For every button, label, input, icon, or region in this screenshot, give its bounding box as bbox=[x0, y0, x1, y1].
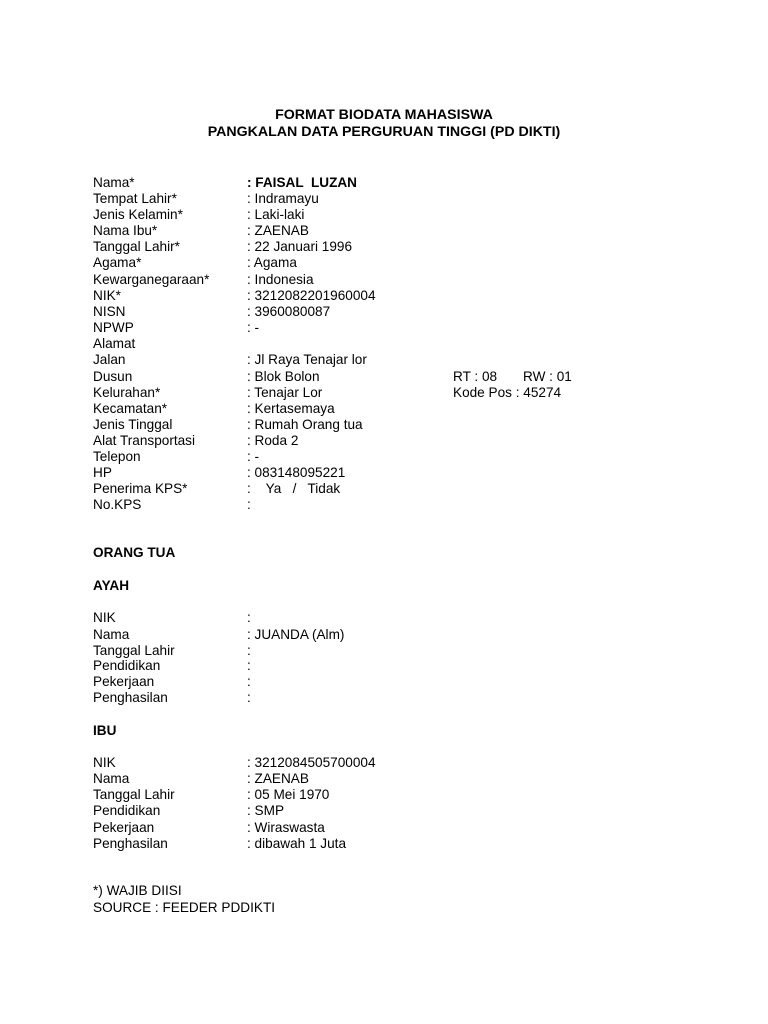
ibu-field-pekerjaan bbox=[93, 820, 325, 836]
field-jenis-tinggal bbox=[93, 417, 363, 433]
note-source: SOURCE : FEEDER PDDIKTI bbox=[93, 900, 276, 915]
field-value: : 3960080087 bbox=[247, 304, 331, 319]
field-value: : JUANDA (Alm) bbox=[247, 627, 345, 642]
field-label: Kelurahan* bbox=[93, 385, 161, 400]
field-value: : Blok Bolon bbox=[247, 369, 320, 384]
field-label: Tanggal Lahir bbox=[93, 787, 175, 802]
field-value: : FAISAL LUZAN bbox=[247, 175, 358, 190]
field-value: : bbox=[247, 610, 251, 625]
field-kewarganegaraan bbox=[93, 272, 314, 288]
note-wajib-diisi: *) WAJIB DIISI bbox=[93, 883, 182, 898]
field-value: : ZAENAB bbox=[247, 771, 309, 786]
field-kecamatan bbox=[93, 401, 335, 417]
ibu-field-pendidikan bbox=[93, 803, 285, 819]
section-heading-ayah: AYAH bbox=[93, 578, 130, 593]
field-value: : bbox=[247, 497, 251, 512]
field-label: Telepon bbox=[93, 449, 141, 464]
document-subtitle: PANGKALAN DATA PERGURUAN TINGGI (PD DIKTI) bbox=[207, 124, 561, 140]
field-label: Tanggal Lahir bbox=[93, 643, 175, 658]
ibu-field-penghasilan bbox=[93, 836, 346, 852]
field-kode-pos: Kode Pos : 45274 bbox=[453, 385, 562, 400]
field-nisn bbox=[93, 304, 331, 320]
section-heading-ibu: IBU bbox=[93, 723, 117, 738]
field-label: Jenis Tinggal bbox=[93, 417, 173, 432]
field-telepon bbox=[93, 449, 260, 465]
field-label: Tanggal Lahir* bbox=[93, 239, 180, 254]
field-label: NIK bbox=[93, 610, 116, 625]
field-value: : bbox=[247, 690, 251, 705]
field-value: : bbox=[247, 658, 251, 673]
ayah-field-nama bbox=[93, 627, 345, 643]
field-label: Penghasilan bbox=[93, 836, 168, 851]
field-alat-transportasi bbox=[93, 433, 299, 449]
field-label: Nama bbox=[93, 627, 130, 642]
field-value: : Jl Raya Tenajar lor bbox=[247, 352, 367, 367]
field-label: NIK* bbox=[93, 288, 121, 303]
field-jenis-kelamin bbox=[93, 207, 305, 223]
field-value: : Laki-laki bbox=[247, 207, 305, 222]
field-hp bbox=[93, 465, 346, 481]
field-label: Agama* bbox=[93, 255, 142, 270]
field-nama-ibu bbox=[93, 223, 309, 239]
ibu-field-nama bbox=[93, 771, 309, 787]
field-tanggal-lahir bbox=[93, 239, 353, 255]
ayah-field-pendidikan bbox=[93, 658, 251, 674]
field-label: Penghasilan bbox=[93, 690, 168, 705]
field-label: Alat Transportasi bbox=[93, 433, 195, 448]
field-value: : 22 Januari 1996 bbox=[247, 239, 353, 254]
field-label: Tempat Lahir* bbox=[93, 191, 177, 206]
field-agama bbox=[93, 255, 297, 271]
field-value: : Roda 2 bbox=[247, 433, 299, 448]
field-value: : Indonesia bbox=[247, 272, 314, 287]
ayah-field-pekerjaan bbox=[93, 674, 251, 690]
field-nama bbox=[93, 175, 358, 191]
ibu-field-tanggal-lahir bbox=[93, 787, 330, 803]
ayah-field-penghasilan bbox=[93, 690, 251, 706]
field-label: NISN bbox=[93, 304, 126, 319]
field-value: : Indramayu bbox=[247, 191, 319, 206]
field-label: NPWP bbox=[93, 320, 134, 335]
field-tempat-lahir bbox=[93, 191, 319, 207]
field-dusun bbox=[93, 369, 572, 385]
field-value: : 05 Mei 1970 bbox=[247, 787, 330, 802]
field-value: : Ya / Tidak bbox=[247, 481, 341, 496]
field-label: Pekerjaan bbox=[93, 674, 155, 689]
field-label: Pendidikan bbox=[93, 658, 161, 673]
field-label: Kecamatan* bbox=[93, 401, 168, 416]
field-label: Pekerjaan bbox=[93, 820, 155, 835]
field-rt: RT : 08 bbox=[453, 369, 498, 384]
field-label: Jenis Kelamin* bbox=[93, 207, 183, 222]
field-label: Nama* bbox=[93, 175, 135, 190]
field-label: Kewarganegaraan* bbox=[93, 272, 210, 287]
field-npwp bbox=[93, 320, 260, 336]
field-value: : dibawah 1 Juta bbox=[247, 836, 346, 851]
field-value: : - bbox=[247, 449, 260, 464]
field-label: Jalan bbox=[93, 352, 126, 367]
field-label: Pendidikan bbox=[93, 803, 161, 818]
field-penerima-kps bbox=[93, 481, 341, 497]
field-value: : Wiraswasta bbox=[247, 820, 325, 835]
ayah-field-tanggal-lahir bbox=[93, 643, 251, 659]
field-label: No.KPS bbox=[93, 497, 142, 512]
field-value: : SMP bbox=[247, 803, 285, 818]
field-kelurahan bbox=[93, 385, 562, 401]
field-rw: RW : 01 bbox=[523, 369, 572, 384]
field-value: : Agama bbox=[247, 255, 297, 270]
field-value: : bbox=[247, 674, 251, 689]
field-jalan bbox=[93, 352, 367, 368]
field-label: Alamat bbox=[93, 336, 136, 351]
field-no-kps bbox=[93, 497, 251, 513]
field-label: HP bbox=[93, 465, 112, 480]
document-title: FORMAT BIODATA MAHASISWA bbox=[275, 107, 493, 123]
field-value: : 3212084505700004 bbox=[247, 755, 376, 770]
field-label: Penerima KPS* bbox=[93, 481, 188, 496]
field-value: : Rumah Orang tua bbox=[247, 417, 363, 432]
field-value: : 083148095221 bbox=[247, 465, 346, 480]
ayah-field-nik bbox=[93, 610, 251, 626]
field-nik bbox=[93, 288, 376, 304]
ibu-field-nik bbox=[93, 755, 376, 771]
section-heading-orang-tua: ORANG TUA bbox=[93, 545, 176, 560]
field-label: NIK bbox=[93, 755, 116, 770]
field-label: Dusun bbox=[93, 369, 133, 384]
field-value: : ZAENAB bbox=[247, 223, 309, 238]
field-value: : - bbox=[247, 320, 260, 335]
field-label: Nama bbox=[93, 771, 130, 786]
field-value: : 3212082201960004 bbox=[247, 288, 376, 303]
field-value: : Kertasemaya bbox=[247, 401, 335, 416]
field-label: Nama Ibu* bbox=[93, 223, 158, 238]
field-value: : Tenajar Lor bbox=[247, 385, 323, 400]
field-alamat bbox=[93, 336, 136, 352]
field-value: : bbox=[247, 643, 251, 658]
